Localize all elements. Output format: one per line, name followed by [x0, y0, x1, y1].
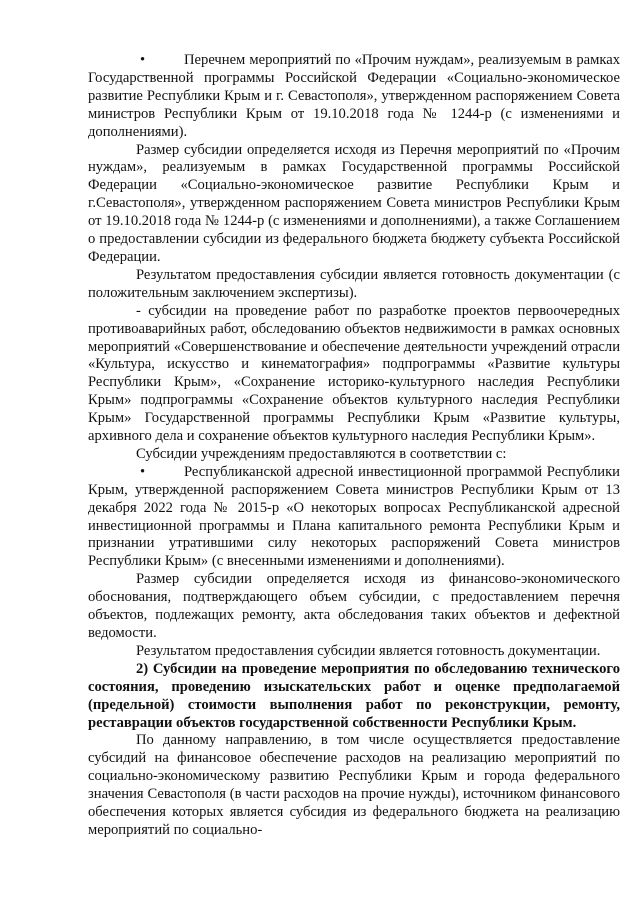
section-heading-2: 2) Субсидии на проведение мероприятия по обследованию технического состояния, проведению изыскательских работ и оценке предполагаемой (предельной) стоимости выполнения работ по реконструкции, ремонту, реставрации объектов государственной собственности Республики Крым.: [88, 660, 620, 731]
bullet-mark: •: [140, 463, 146, 480]
paragraph-5: Субсидии учреждениям предоставляются в соответствии с:: [136, 445, 507, 462]
paragraph-8: Результатом предоставления субсидии является готовность документации.: [136, 642, 601, 659]
paragraph-3: Результатом предоставления субсидии является готовность документации (с положительным заключением экспертизы).: [88, 266, 620, 301]
bullet-mark: •: [140, 52, 146, 68]
paragraph-bullet-6: [88, 464, 620, 571]
paragraph-7: Размер субсидии определяется исходя из финансово-экономического обоснования, подтверждающего объем субсидии, с предоставлением перечня объектов, подлежащих ремонту, акта обследования таких объектов и дефектной ведомости.: [88, 571, 620, 641]
paragraph-2: Размер субсидии определяется исходя из Перечня мероприятий по «Прочим нуждам», реализуемым в рамках Государственной программы Российской Федерации «Социально-экономическое развитие Республики Крым и г.Севастополя», утвержденном распоряжением Совета министров Республики Крым от 19.10.2018 года № 1244-р (с изменениями и дополнениями), а также Соглашением о предоставлении субсидии из федерального бюджета бюджету субъекта Российской Федерации.: [88, 141, 620, 265]
paragraph-text: Республиканской адресной инвестиционной программой Республики Крым, утвержденной распоряжением Совета министров Республики Крым от 13 декабря 2022 года № 2015-р «О некоторых вопросах Республиканской адресной инвестиционной программы и Плана капитального ремонта Республики Крым и признании утратившими силу некоторых распоряжений Совета министров Республики Крым» (с внесенными изменениями и дополнениями).: [88, 463, 620, 570]
paragraph-text: Перечнем мероприятий по «Прочим нуждам», реализуемым в рамках Государственной программы Российской Федерации «Социально-экономическое развитие Республики Крым и г. Севастополя», утвержденном распоряжением Совета министров Республики Крым от 19.10.2018 года № 1244-р (с изменениями и дополнениями).: [88, 52, 620, 140]
paragraph-4: - субсидии на проведение работ по разработке проектов первоочередных противоаварийных работ, обследованию объектов недвижимости в рамках основных мероприятий «Совершенствование и обеспечение деятельности учреждений отрасли «Культура, искусство и кинематография» подпрограммы «Развитие культуры Республики Крым», «Сохранение историко-культурного наследия Республики Крым» подпрограммы «Сохранение объектов культурного наследия Республики Крым» Государственной программы Республики Крым «Развитие культуры, архивного дела и сохранение объектов культурного наследия Республики Крым».: [88, 302, 620, 445]
paragraph-bullet-1: [88, 52, 620, 142]
paragraph-10: По данному направлению, в том числе осуществляется предоставление субсидий на финансовое обеспечение расходов на реализацию мероприятий по социально-экономическому развитию Республики Крым и города федерального значения Севастополя (в части расходов на прочие нужды), источником финансового обеспечения которых является субсидия из федерального бюджета на реализацию мероприятий по социально-: [88, 732, 620, 838]
document-body: [88, 52, 620, 840]
